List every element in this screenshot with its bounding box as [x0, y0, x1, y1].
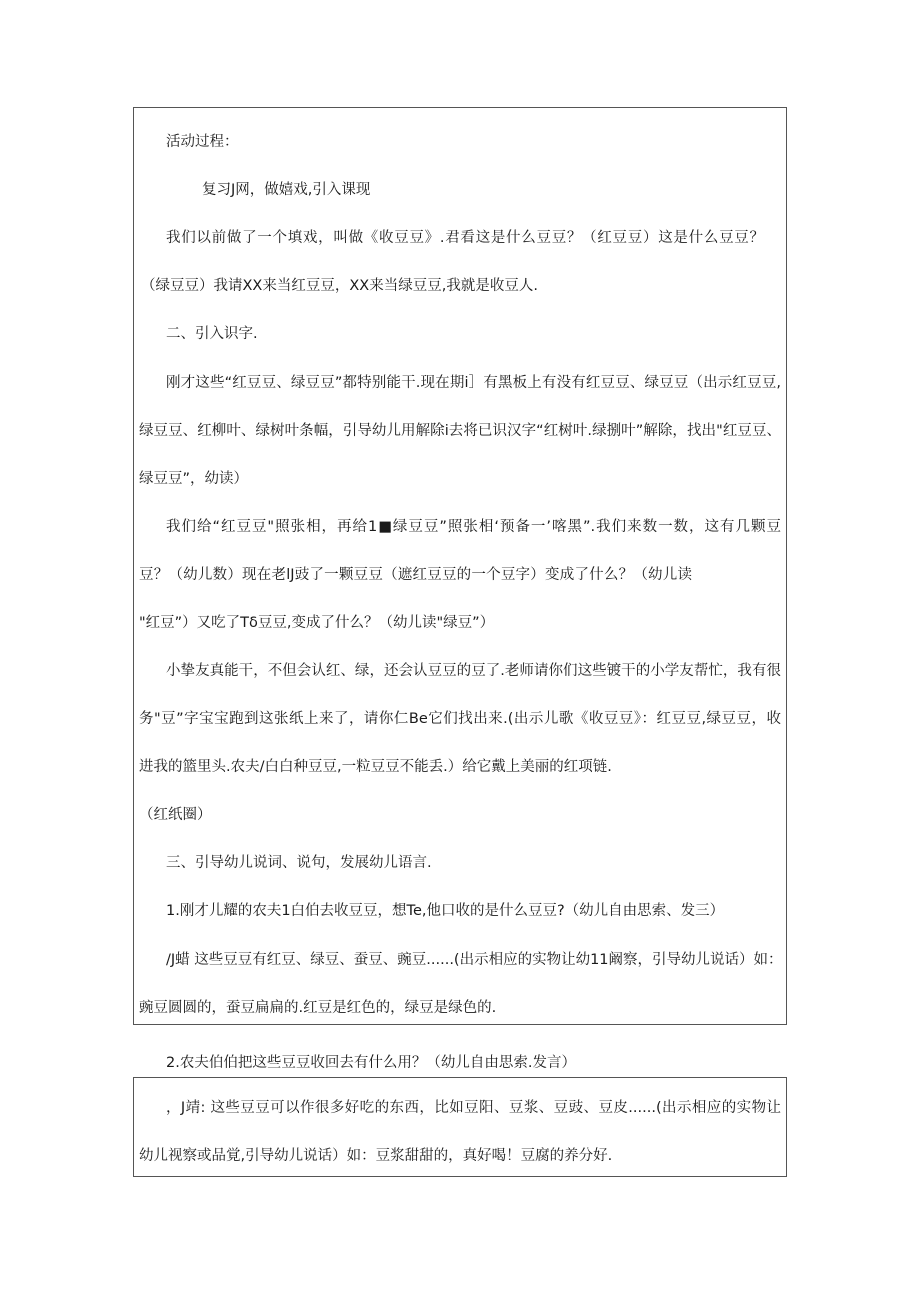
paragraph-line: ，J靖: 这些豆豆可以作很多好吃的东西，比如豆阳、豆浆、豆豉、豆皮......(出示相应的实物让: [166, 1100, 781, 1116]
question-line: 1.刚才儿耀的农夫1白伯去收豆豆，想Te,他口收的是什么豆豆?（幼儿自由思索、发三）: [166, 903, 725, 919]
paragraph-line: 绿豆豆、红柳叶、绿树叶条幅，引导幼儿用解除i去将已识汉字“红树叶.绿捌叶”解除，找出"红豆豆、: [139, 423, 781, 439]
paragraph-line: （红纸圈）: [139, 807, 212, 823]
paragraph-line: 务"豆”字宝宝跑到这张纸上来了，请你仁Be它们找出来.(出示儿歌《收豆豆》：红豆豆,绿豆豆，收: [139, 711, 781, 727]
paragraph-line: /J蜡 这些豆豆有红豆、绿豆、蚕豆、豌豆......(出示相应的实物让幼11阚察，引导幼儿说话）如：: [166, 952, 783, 968]
paragraph-line: 我们以前做了一个填戏，叫做《收豆豆》.君看这是什么豆豆？（红豆豆）这是什么豆豆？: [166, 230, 764, 246]
paragraph-line: 豆？（幼儿数）现在老lJ豉了一颗豆豆（遮红豆豆的一个豆字）变成了什么？（幼儿读: [139, 567, 692, 583]
paragraph-line: 我们给“红豆豆"照张相，再给1■绿豆豆”照张相‘预备一’喀黑”.我们来数一数，这有几颗豆: [166, 519, 781, 535]
paragraph-line: 豌豆圆圆的，蚕豆扁扁的.红豆是红色的，绿豆是绿色的.: [139, 1000, 497, 1016]
paragraph-line: 刚才这些“红豆豆、绿豆豆”都特别能干.现在期i］有黑板上有没有红豆豆、绿豆豆（出示红豆豆,: [166, 375, 781, 391]
heading-activity-process: 活动过程：: [166, 134, 239, 150]
paragraph-line: 小挚友真能干，不但会认红、绿，还会认豆豆的豆了.老师请你们这些镀干的小学友帮忙，我有很: [166, 663, 781, 679]
question-line: 2.农夫伯伯把这些豆豆收回去有什么用？（幼儿自由思索.发言）: [166, 1055, 576, 1071]
section-heading-language: 三、引导幼儿说词、说句，发展幼儿语言.: [166, 855, 432, 871]
paragraph-line: 绿豆豆”，幼读）: [139, 471, 249, 487]
section-heading-literacy: 二、引入识字.: [166, 326, 258, 342]
step-review-line: 复习J网，做嬉戏,引入课现: [202, 182, 371, 198]
paragraph-line: "红豆”）又吃了Tδ豆豆,变成了什么？（幼儿读"绿豆”）: [139, 615, 495, 631]
paragraph-line: 幼儿视察或品覚,引导幼儿说话）如：豆浆甜甜的，真好喝！豆腐的养分好.: [139, 1148, 613, 1164]
paragraph-line: （绿豆豆）我请XX来当红豆豆，XX来当绿豆豆,我就是收豆人.: [141, 278, 538, 294]
paragraph-line: 进我的篮里头.农夫/白白种豆豆,一粒豆豆不能丢.）给它戴上美丽的红项链.: [139, 759, 612, 775]
